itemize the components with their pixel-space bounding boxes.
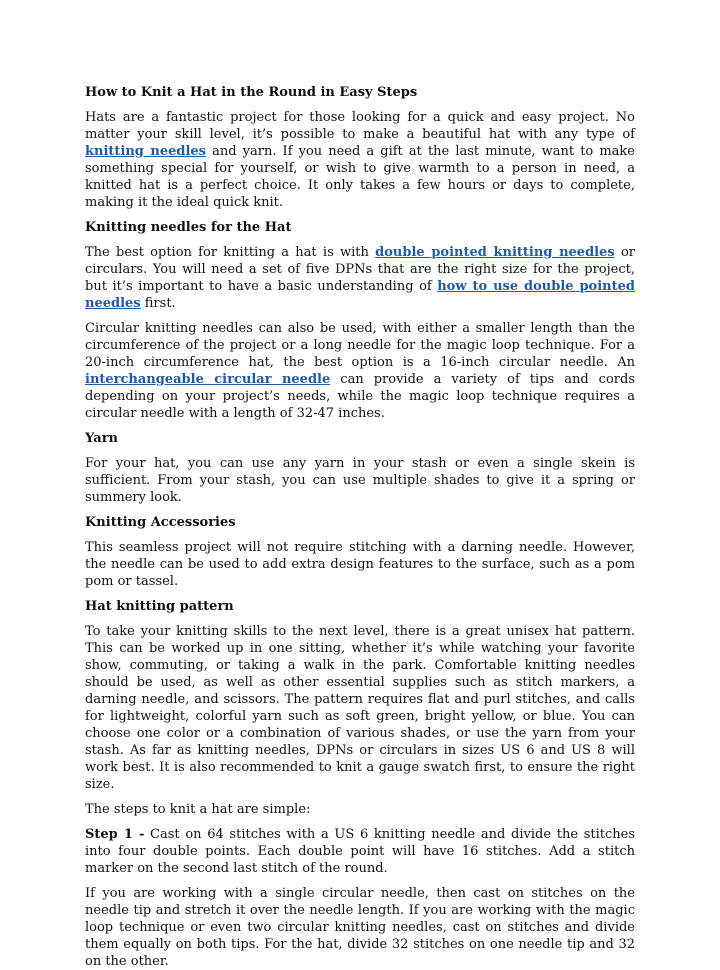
accessories-paragraph: This seamless project will not require stitching with a darning needle. However, the needle can be used to add extra design features to the surface, such as a pom pom or tassel. (85, 540, 635, 589)
needles-p2-text-1: Circular knitting needles can also be used, with either a smaller length than the circumference of the project or a long needle for the magic loop technique. For a 20-inch circumference hat, the best option is a 16-inch circular needle. An (85, 321, 635, 370)
double-pointed-needles-link[interactable]: double pointed knitting needles (375, 245, 615, 260)
article-title: How to Knit a Hat in the Round in Easy Steps (85, 85, 418, 100)
needles-paragraph-1 (85, 244, 635, 312)
needles-paragraph-2 (85, 320, 635, 422)
steps-intro: The steps to knit a hat are simple: (85, 802, 311, 817)
needles-p1-text-3: first. (140, 296, 176, 311)
needles-p1-text-2: or circulars. You will need a set of five DPNs that are the right size for the project, but it’s important to have a basic understanding of (85, 245, 635, 294)
pattern-heading: Hat knitting pattern (85, 599, 234, 614)
intro-text-1: Hats are a fantastic project for those looking for a quick and easy project. No matter your skill level, it’s possible to make a beautiful hat with any type of (85, 110, 635, 142)
yarn-heading: Yarn (85, 431, 118, 446)
circular-needle-note: If you are working with a single circular needle, then cast on stitches on the needle tip and stretch it over the needle length. If you are working with the magic loop technique or even two circular knitting needles, cast on stitches and divide them equally on both tips. For the hat, divide 32 stitches on one needle tip and 32 on the other. (85, 886, 635, 969)
intro-paragraph (85, 109, 635, 211)
step-1-text: Cast on 64 stitches with a US 6 knitting needle and divide the stitches into four double points. Each double point will have 16 stitches. Add a stitch marker on the second last stitch of the round. (85, 827, 635, 876)
needles-p2-text-2: can provide a variety of tips and cords depending on your project’s needs, while the magic loop technique requires a circular needle with a length of 32-47 inches. (85, 372, 635, 421)
interchangeable-circular-needle-link[interactable]: interchangeable circular needle (85, 372, 331, 387)
intro-text-2: and yarn. If you need a gift at the last minute, want to make something special for yourself, or wish to give warmth to a person in need, a knitted hat is a perfect choice. It only takes a few hours or days to complete, making it the ideal quick knit. (85, 144, 635, 210)
accessories-heading: Knitting Accessories (85, 515, 236, 530)
step-1-label: Step 1 - (85, 827, 145, 842)
pattern-paragraph: To take your knitting skills to the next level, there is a great unisex hat pattern. This can be worked up in one sitting, whether it’s while watching your favorite show, commuting, or taking a walk in the park. Comfortable knitting needles should be used, as well as other essential supplies such as stitch markers, a darning needle, and scissors. The pattern requires flat and purl stitches, and calls for lightweight, colorful yarn such as soft green, bright yellow, or blue. You can choose one color or a combination of various shades, or use the yarn from your stash. As far as knitting needles, DPNs or circulars in sizes US 6 and US 8 will work best. It is also recommended to knit a gauge swatch first, to ensure the right size. (85, 624, 635, 792)
needles-heading: Knitting needles for the Hat (85, 220, 292, 235)
how-to-use-dpn-link[interactable]: how to use double pointed needles (85, 279, 635, 311)
needles-p1-text-1: The best option for knitting a hat is with (85, 245, 376, 260)
knitting-needles-link[interactable]: knitting needles (85, 144, 206, 159)
step-1-paragraph (85, 826, 635, 877)
yarn-paragraph: For your hat, you can use any yarn in your stash or even a single skein is sufficient. From your stash, you can use multiple shades to give it a spring or summery look. (85, 456, 635, 505)
